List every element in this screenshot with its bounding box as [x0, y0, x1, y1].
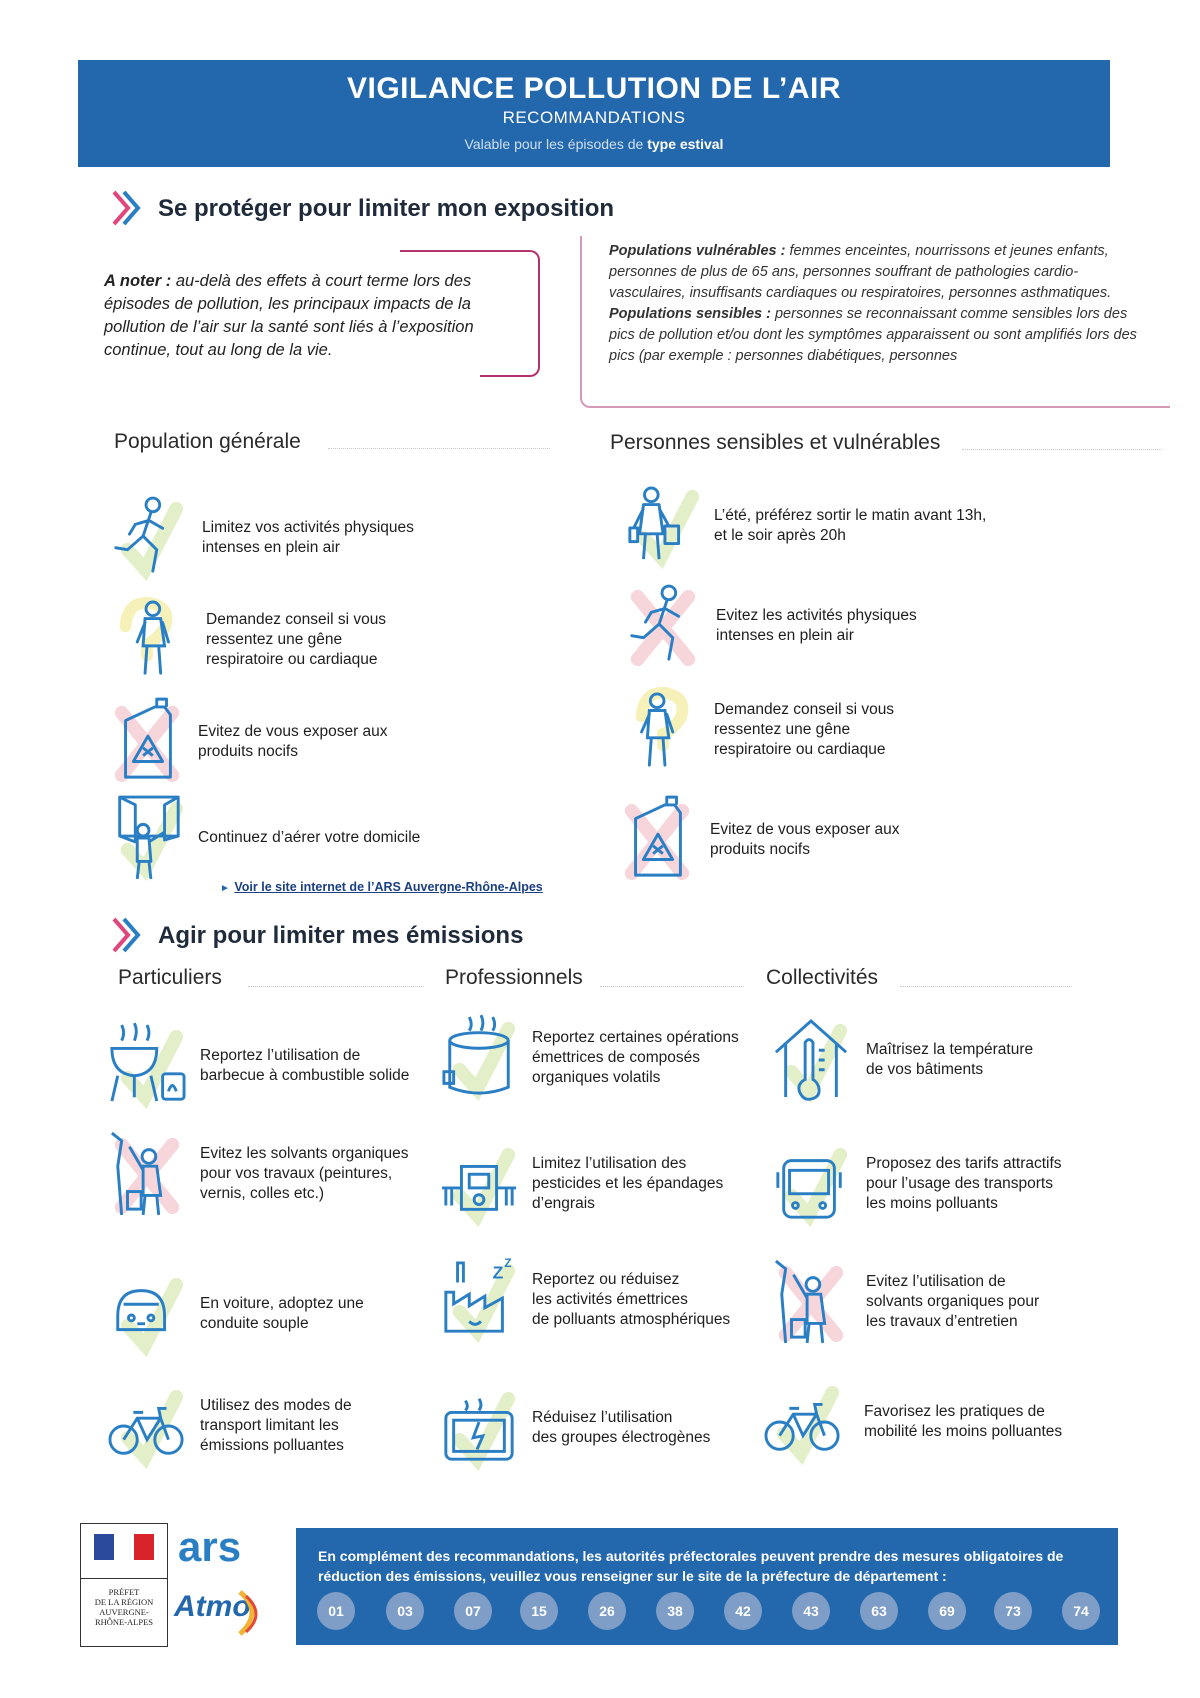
- department-badge[interactable]: 43: [792, 1592, 830, 1630]
- item-text: Reportez ou réduisez les activités émettrices de polluants atmosphériques: [532, 1271, 731, 1328]
- divider: [248, 986, 424, 987]
- list-item: [772, 1012, 1033, 1108]
- note-mask: [100, 246, 400, 252]
- person-question-icon: [624, 682, 702, 778]
- item-text: Evitez les solvants organiques pour vos travaux (peintures, vernis, colles etc.): [200, 1145, 409, 1202]
- atmo-swoosh-icon: [236, 1588, 266, 1638]
- car-icon: [108, 1266, 186, 1362]
- item-text: Continuez d’aérer votre domicile: [198, 829, 421, 846]
- divider: [900, 986, 1072, 987]
- item-text: Demandez conseil si vous ressentez une gêne respiratoire ou cardiaque: [206, 611, 387, 668]
- list-item: [108, 694, 388, 790]
- list-item: [108, 592, 386, 688]
- item-text: Evitez les activités physiques intenses en plein air: [716, 607, 917, 644]
- divider: [600, 986, 744, 987]
- list-item: [624, 578, 917, 674]
- list-item: [108, 1018, 409, 1114]
- note-mask: [100, 374, 480, 380]
- atmo-logo: Atmo: [174, 1590, 251, 1623]
- factory-sleep-icon: [440, 1252, 518, 1348]
- ars-link[interactable]: [220, 878, 543, 896]
- column-heading-particuliers: Particuliers: [118, 966, 222, 989]
- person-question-icon: [108, 592, 186, 688]
- list-item: [108, 490, 414, 586]
- tank-icon: [440, 1010, 518, 1106]
- item-text: Evitez de vous exposer aux produits nocifs: [198, 723, 388, 760]
- prefet-line: PRÉFET: [108, 1587, 140, 1597]
- item-text: Réduisez l’utilisation des groupes électrogènes: [532, 1409, 711, 1446]
- validity-note: Valable pour les épisodes de type estival: [464, 136, 724, 152]
- person-shopping-icon: [624, 478, 702, 574]
- department-badge[interactable]: 01: [317, 1592, 355, 1630]
- list-item: [108, 1378, 352, 1474]
- list-item: [108, 1126, 409, 1222]
- list-item: [440, 1252, 730, 1348]
- list-item: [618, 792, 900, 888]
- item-text: Favorisez les pratiques de mobilité les moins polluantes: [864, 1403, 1063, 1440]
- toxic-canister-icon: [108, 694, 186, 790]
- department-badge[interactable]: 69: [928, 1592, 966, 1630]
- item-text: Limitez vos activités physiques intenses en plein air: [202, 519, 414, 556]
- painter-icon: [772, 1254, 850, 1350]
- toxic-canister-icon: [618, 792, 696, 888]
- item-text: Limitez l’utilisation des pesticides et les épandages d’engrais: [532, 1155, 724, 1212]
- list-item: [772, 1136, 1062, 1232]
- department-badge[interactable]: 74: [1062, 1592, 1100, 1630]
- prefet-line: RHÔNE-ALPES: [94, 1617, 154, 1627]
- generator-icon: [440, 1380, 518, 1476]
- department-badge[interactable]: 03: [386, 1592, 424, 1630]
- bus-icon: [772, 1136, 850, 1232]
- ars-link-text[interactable]: Voir le site internet de l’ARS Auvergne-Rhône-Alpes: [234, 880, 543, 894]
- running-person-icon: [108, 490, 186, 586]
- footer-text: En complément des recommandations, les autorités préfectorales peuvent prendre des mesures obligatoires de réduction des émissions, veuillez vous renseigner sur le site de la préfecture de département :: [318, 1548, 1064, 1584]
- page-title: VIGILANCE POLLUTION DE L’AIR: [346, 72, 841, 105]
- bicycle-icon: [764, 1374, 842, 1470]
- painter-icon: [108, 1126, 186, 1222]
- divider: [962, 449, 1162, 450]
- department-badge[interactable]: 73: [994, 1592, 1032, 1630]
- department-badge[interactable]: 63: [860, 1592, 898, 1630]
- item-text: Demandez conseil si vous ressentez une gêne respiratoire ou cardiaque: [714, 701, 895, 758]
- column-heading-professionnels: Professionnels: [445, 966, 583, 989]
- general-population-heading: Population générale: [114, 430, 301, 453]
- house-thermometer-icon: [772, 1012, 850, 1108]
- divider: [328, 448, 550, 449]
- barbecue-icon: [108, 1018, 186, 1114]
- list-item: [108, 1266, 364, 1362]
- sensitive-population-heading: Personnes sensibles et vulnérables: [610, 431, 941, 454]
- item-text: Maîtrisez la température de vos bâtiments: [866, 1041, 1034, 1078]
- prefet-line: AUVERGNE-: [99, 1607, 149, 1617]
- populations-text: Populations vulnérables : femmes enceintes, nourrissons et jeunes enfants, personnes de plus de 65 ans, personnes souffrant de pathologies cardio-vasculaires, insuffisants cardiaques ou respiratoires, personnes asthmatiques. Populations sensibles : personnes se reconnaissant comme sensibles lors des pics de pollution et/ou dont les symptômes apparaissent ou sont amplifiés lors des pics (par exemple : personnes diabétiques, personnes: [609, 243, 1137, 364]
- page-subtitle: RECOMMANDATIONS: [502, 108, 686, 127]
- list-item: [440, 1136, 723, 1232]
- section-protect-title: Se protéger pour limiter mon exposition: [158, 195, 615, 222]
- section-act-title: Agir pour limiter mes émissions: [158, 922, 524, 949]
- chevron-right-icon: [110, 915, 144, 955]
- svg-text:Z: Z: [492, 1262, 504, 1283]
- item-text: Proposez des tarifs attractifs pour l’usage des transports les moins polluants: [866, 1155, 1062, 1212]
- list-item: [772, 1254, 1039, 1350]
- column-heading-collectivites: Collectivités: [766, 966, 879, 989]
- list-item: [764, 1374, 1062, 1470]
- department-badge[interactable]: 26: [588, 1592, 626, 1630]
- department-badge[interactable]: 15: [520, 1592, 558, 1630]
- item-text: Reportez certaines opérations émettrices de composés organiques volatils: [532, 1029, 739, 1086]
- ars-logo: ars: [178, 1523, 242, 1570]
- list-item: [440, 1380, 710, 1476]
- list-item: [624, 478, 986, 574]
- note-text: A noter : au-delà des effets à court terme lors des épisodes de pollution, les principaux impacts de la pollution de l’air sur la santé sont liés à l’exposition continue, tout au long de la vie.: [104, 272, 474, 359]
- header-banner: [78, 60, 1110, 167]
- department-badge[interactable]: 07: [454, 1592, 492, 1630]
- running-person-icon: [624, 578, 702, 674]
- open-window-icon: [108, 790, 186, 886]
- prefet-line: DE LA RÉGION: [94, 1597, 154, 1607]
- prefet-logo: [80, 1523, 168, 1647]
- department-badge[interactable]: 38: [656, 1592, 694, 1630]
- item-text: Reportez l’utilisation de barbecue à combustible solide: [200, 1047, 410, 1084]
- list-item: [108, 790, 420, 886]
- department-badge[interactable]: 42: [724, 1592, 762, 1630]
- tractor-sprayer-icon: [440, 1136, 518, 1232]
- list-item: [624, 682, 894, 778]
- item-text: Evitez l’utilisation de solvants organiques pour les travaux d’entretien: [866, 1273, 1040, 1330]
- item-text: Utilisez des modes de transport limitant les émissions polluantes: [200, 1397, 352, 1454]
- item-text: Evitez de vous exposer aux produits nocifs: [710, 821, 900, 858]
- bicycle-icon: [108, 1378, 186, 1474]
- list-item: [440, 1010, 739, 1106]
- chevron-right-icon: [110, 188, 144, 228]
- link-arrow-icon: ►: [220, 883, 230, 894]
- french-flag: [94, 1534, 154, 1560]
- item-text: En voiture, adoptez une conduite souple: [200, 1295, 364, 1332]
- svg-text:Z: Z: [504, 1256, 512, 1270]
- item-text: L’été, préférez sortir le matin avant 13h, et le soir après 20h: [714, 507, 987, 544]
